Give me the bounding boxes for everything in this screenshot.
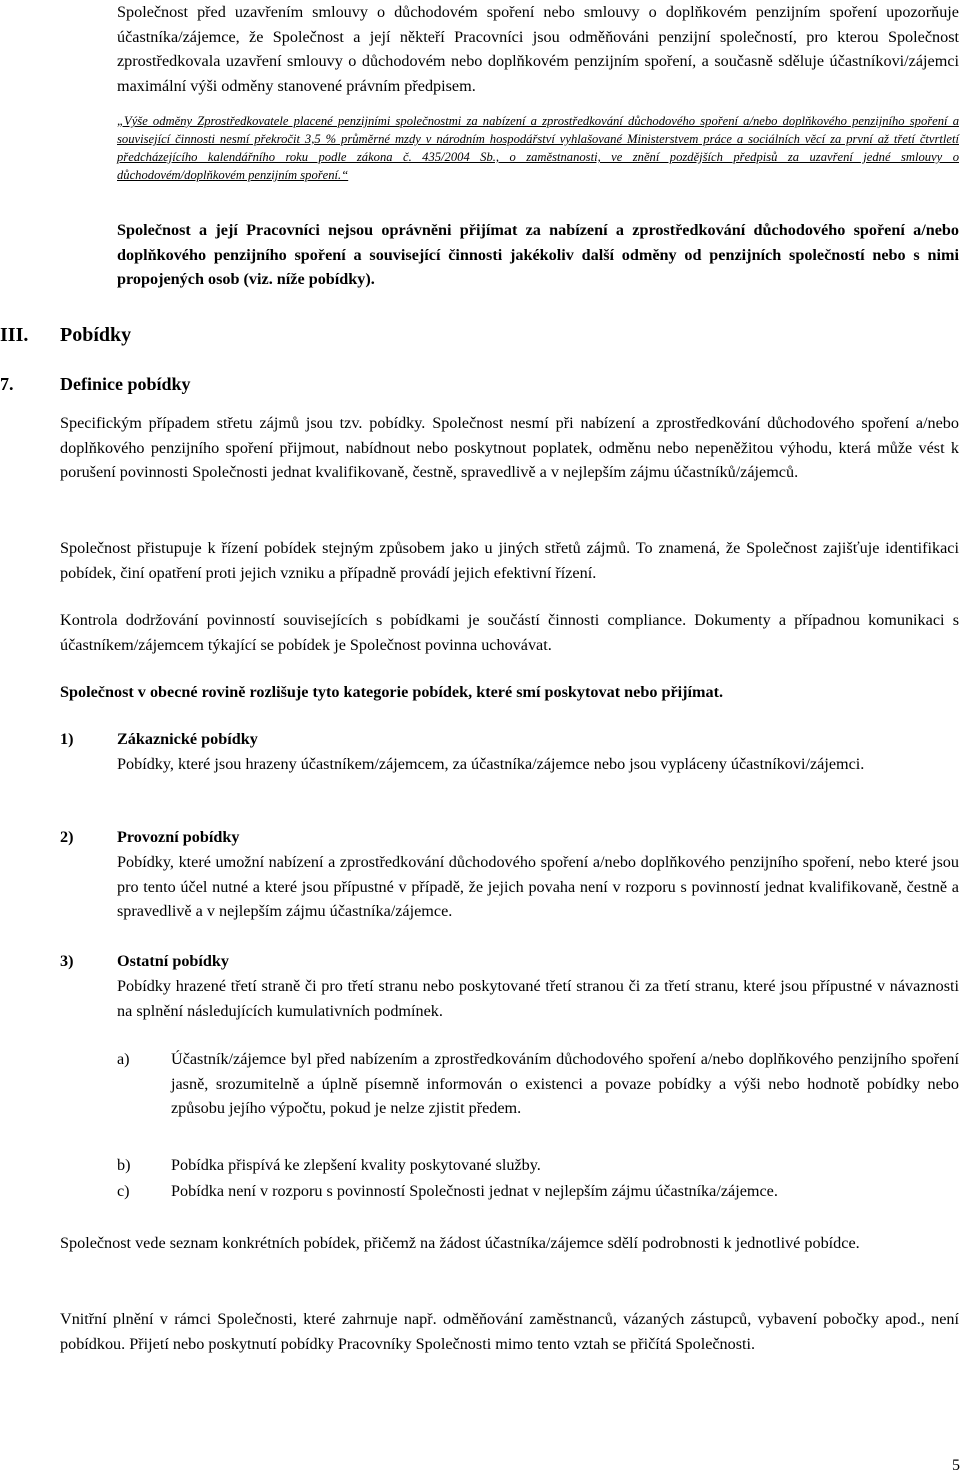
condition-text: Účastník/zájemce byl před nabízením a zprostředkováním důchodového spoření a/nebo doplňkového penzijního spoření jasně, srozumitelně a úplně písemně informován o existenci a povaze pobídky a výši nebo hodnotě pobídky nebo způsobu jejího výpočtu, pokud je nelze zjistit předem. [171, 1050, 959, 1117]
category-number: 1) [60, 730, 74, 748]
section-number: III. [0, 324, 29, 346]
category-item [60, 727, 960, 802]
subsection-heading [0, 372, 191, 396]
paragraph-definition: Specifickým případem střetu zájmů jsou tzv. pobídky. Společnost nesmí při nabízení a zprostředkování důchodového spoření a/nebo doplňkového penzijního spoření přijmout, nabídnout nebo poskytnout poplatek, odměnu nebo nepeněžitou výhodu, která může vést k porušení povinnosti Společnosti jednat kvalifikovaně, čestně, spravedlivě a v nejlepším zájmu účastníků/zájemců. [60, 414, 959, 481]
paragraph-management: Společnost přistupuje k řízení pobídek stejným způsobem jako u jiných střetů zájmů. To znamená, že Společnost zajišťuje identifikaci pobídek, činí opatření proti jejich vzniku a případně provádí jejich efektivní řízení. [60, 539, 959, 582]
intro-paragraph: Společnost před uzavřením smlouvy o důchodovém spoření nebo smlouvy o doplňkovém penzijním spoření upozorňuje účastníka/zájemce, že Společnost a její někteří Pracovníci jsou odměňováni penzijní společností, pro kterou Společnost zprostředkovala uzavření smlouvy o důchodovém nebo doplňkovém penzijním spoření, a současně sděluje účastníkovi/zájemci maximální výši odměny stanovené právním předpisem. [117, 3, 959, 95]
condition-text: Pobídka přispívá ke zlepšení kvality poskytované služby. [171, 1156, 541, 1174]
condition-item [117, 1179, 959, 1204]
category-item [60, 949, 960, 1024]
condition-item [117, 1153, 959, 1178]
condition-letter: c) [117, 1182, 130, 1200]
category-text: Pobídky, které umožní nabízení a zprostředkování důchodového spoření a/nebo doplňkového penzijního spoření, nebo které jsou pro tento účel nutné a které jsou přípustné v případě, že jejich povaha není v rozporu s povinností jednat kvalifikovaně, čestně a spravedlivě a v nejlepším zájmu účastníka/zájemce. [117, 853, 959, 920]
paragraph-list-of-incentives: Společnost vede seznam konkrétních pobídek, přičemž na žádost účastníka/zájemce sdělí podrobnosti k jednotlivé pobídce. [60, 1234, 860, 1252]
category-number: 3) [60, 952, 74, 970]
condition-letter: a) [117, 1050, 130, 1068]
condition-text: Pobídka není v rozporu s povinností Společnosti jednat v nejlepším zájmu účastníka/zájemce. [171, 1182, 778, 1200]
category-text: Pobídky hrazené třetí straně či pro třetí stranu nebo poskytované třetí stranou či za třetí stranu, které jsou přípustné v návaznosti na splnění následujících kumulativních podmínek. [117, 977, 959, 1020]
subsection-number: 7. [0, 374, 14, 394]
category-item [60, 825, 960, 925]
paragraph-internal-performance: Vnitřní plnění v rámci Společnosti, které zahrnuje např. odměňování zaměstnanců, vázaných zástupců, vybavení pobočky apod., není pobídkou. Přijetí nebo poskytnutí pobídky Pracovníky Společnosti mimo tento vztah se přičítá Společnosti. [60, 1310, 959, 1353]
categories-heading: Společnost v obecné rovině rozlišuje tyto kategorie pobídek, které smí poskytovat nebo přijímat. [60, 683, 724, 701]
paragraph-compliance: Kontrola dodržování povinností souvisejících s pobídkami je součástí činnosti compliance. Dokumenty a případnou komunikaci s účastníkem/zájemcem týkající se pobídek je Společnost povinna uchovávat. [60, 611, 959, 654]
category-title: Zákaznické pobídky [117, 730, 258, 748]
section-heading [0, 322, 132, 348]
condition-item [117, 1047, 959, 1147]
category-title: Provozní pobídky [117, 828, 240, 846]
subsection-title: Definice pobídky [60, 374, 191, 394]
page-number: 5 [952, 1456, 960, 1474]
remuneration-quote: „Výše odměny Zprostředkovatele placené penzijními společnostmi za nabízení a zprostředkování důchodového spoření a/nebo doplňkového penzijního spoření a související činnosti nesmí překročit 3,5 % průměrné mzdy v národním hospodářství vyhlašované Ministerstvem práce a sociálních věcí za první až třetí čtvrtletí předcházejícího kalendářního roku podle zákona č. 435/2004 Sb., o zaměstnanosti, ve znění pozdějších předpisů za uzavření jedné smlouvy o důchodovém/doplňkovém penzijním spoření.“ [117, 114, 959, 182]
intro-bold-paragraph: Společnost a její Pracovníci nejsou oprávněni přijímat za nabízení a zprostředkování důchodového spoření a/nebo doplňkového penzijního spoření a související činnosti jakékoliv další odměny od penzijních společností nebo s nimi propojených osob (viz. níže pobídky). [117, 221, 959, 288]
category-title: Ostatní pobídky [117, 952, 230, 970]
category-number: 2) [60, 828, 74, 846]
section-title: Pobídky [60, 324, 132, 346]
category-text: Pobídky, které jsou hrazeny účastníkem/zájemcem, za účastníka/zájemce nebo jsou vypláceny účastníkovi/zájemci. [117, 755, 865, 773]
condition-letter: b) [117, 1156, 131, 1174]
